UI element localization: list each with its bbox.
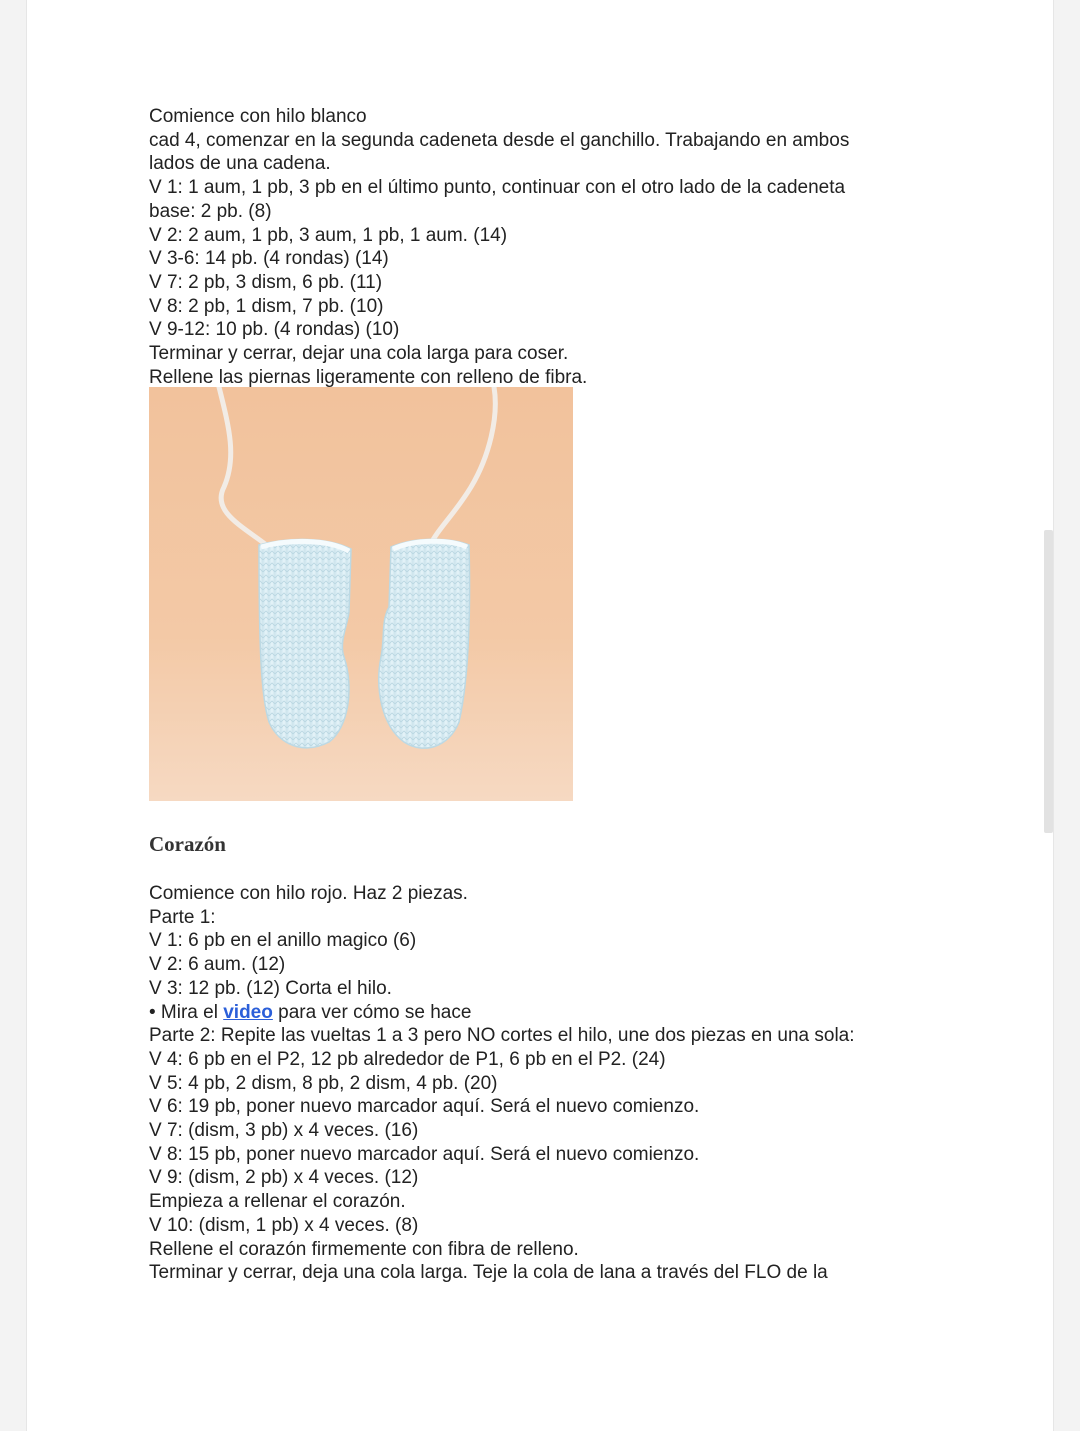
text-line: lados de una cadena. [149,153,331,175]
heart-instructions [149,882,949,1285]
crocheted-legs-photo [149,387,573,801]
text-line: cad 4, comenzar en la segunda cadeneta desde el ganchillo. Trabajando en ambos [149,129,850,151]
text-line: V 8: 2 pb, 1 dism, 7 pb. (10) [149,295,384,317]
text-line: V 1: 1 aum, 1 pb, 3 pb en el último punto, continuar con el otro lado de la cadeneta [149,177,846,199]
text-line: V 4: 6 pb en el P2, 12 pb alrededor de P1, 6 pb en el P2. (24) [149,1048,666,1070]
video-line-prefix: • Mira el [149,1001,224,1023]
left-crochet-leg [259,539,351,747]
text-line: base: 2 pb. (8) [149,200,272,222]
text-line: Terminar y cerrar, dejar una cola larga para coser. [149,343,569,365]
text-line: V 7: 2 pb, 3 dism, 6 pb. (11) [149,271,383,293]
video-link[interactable]: video [223,1001,273,1023]
legs-text-clip [149,105,949,387]
text-line: V 3-6: 14 pb. (4 rondas) (14) [149,248,389,270]
video-line-suffix: para ver cómo se hace [272,1001,472,1023]
text-line: V 7: (dism, 3 pb) x 4 veces. (16) [149,1120,419,1142]
text-line: Comience con hilo blanco [149,106,367,127]
text-line: Empieza a rellenar el corazón. [149,1191,406,1213]
text-line: Parte 1: [149,906,216,928]
text-line: V 10: (dism, 1 pb) x 4 veces. (8) [149,1214,419,1236]
text-line: V 2: 2 aum, 1 pb, 3 aum, 1 pb, 1 aum. (14) [149,224,508,246]
text-line: Rellene el corazón firmemente con fibra de relleno. [149,1238,579,1260]
scrollbar[interactable] [1044,530,1053,833]
legs-instructions [149,105,949,387]
text-line: V 6: 19 pb, poner nuevo marcador aquí. Será el nuevo comienzo. [149,1096,700,1118]
photo-background [149,387,573,801]
text-line: V 3: 12 pb. (12) Corta el hilo. [149,977,392,999]
right-crochet-leg [379,539,470,748]
text-line: V 9: (dism, 2 pb) x 4 veces. (12) [149,1167,419,1189]
text-line: V 5: 4 pb, 2 dism, 8 pb, 2 dism, 4 pb. (20) [149,1072,498,1094]
text-line: V 2: 6 aum. (12) [149,954,286,976]
video-line [149,1001,949,1025]
text-line: Comience con hilo rojo. Haz 2 piezas. [149,883,468,904]
section-heading: Corazón [149,832,226,856]
text-line: V 8: 15 pb, poner nuevo marcador aquí. Será el nuevo comienzo. [149,1143,700,1165]
text-line: V 9-12: 10 pb. (4 rondas) (10) [149,319,400,341]
text-line: Rellene las piernas ligeramente con relleno de fibra. [149,366,588,387]
text-line: Terminar y cerrar, deja una cola larga. Teje la cola de lana a través del FLO de la [149,1262,828,1284]
text-line: V 1: 6 pb en el anillo magico (6) [149,930,417,952]
text-line: Parte 2: Repite las vueltas 1 a 3 pero NO cortes el hilo, une dos piezas en una sola: [149,1025,855,1047]
